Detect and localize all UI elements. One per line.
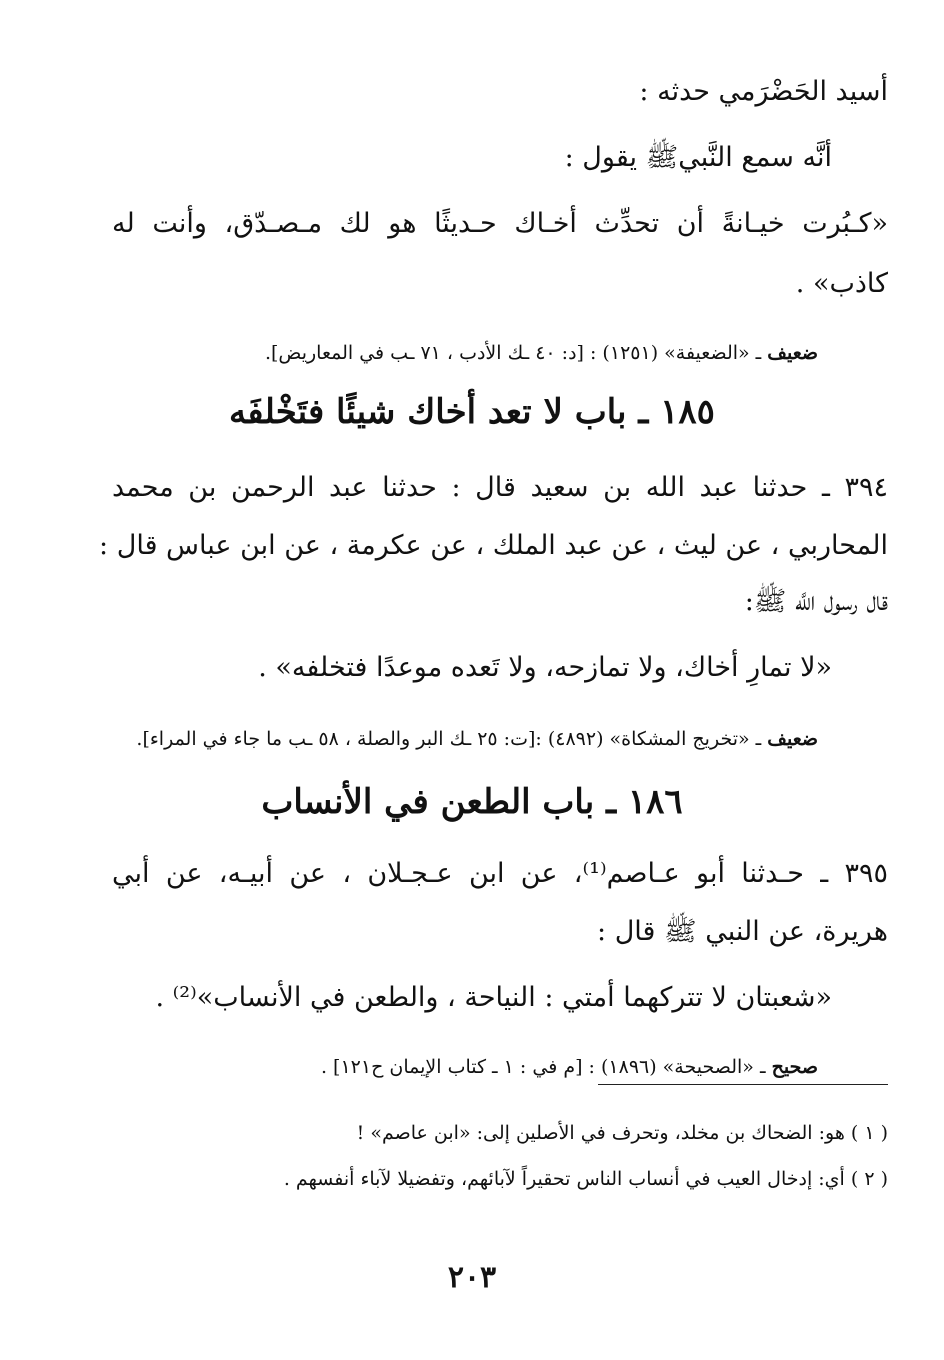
text-line: هريرة، عن النبي ﷺ قال : [597,916,888,947]
grade-source: ـ «الصحيحة» (١٨٩٦) : [م في : ١ ـ كتاب الإيمان ح١٢١] . [320,1056,766,1078]
text-line: «شعبتان لا تتركهما أمتي : النياحة ، والطعن في الأنساب»⁽²⁾ . [155,982,832,1013]
text-line: «كـبُرت خيـانةً أن تحدِّث أخـاك حـديثًا هو لك مـصـدّق، وأنت له [112,208,888,239]
hadith-grade [321,1054,818,1080]
grade-label: ضعيف [767,728,818,750]
chapter-heading: ١٨٥ ـ باب لا تعد أخاك شيئًا فتَخْلفَه [229,392,715,432]
footnote: ( ٢ ) أي: إدخال العيب في أنساب الناس تحقيراً لآبائهم، وتفضيلا لآباء أنفسهم . [283,1168,888,1190]
text-line: أسيد الحَضْرَمي حدثه : [639,76,888,107]
text-line: ٣٩٤ ـ حدثنا عبد الله بن سعيد قال : حدثنا عبد الرحمن بن محمد [112,472,888,503]
text-line: قال رسول اللَّه ﷺ: [744,586,888,617]
page-number: ٢٠٣ [447,1260,497,1295]
footnote-separator [598,1084,888,1085]
hadith-grade [136,726,818,752]
footnote: ( ١ ) هو: الضحاك بن مخلد، وتحرف في الأصلين إلى: «ابن عاصم» ! [356,1122,888,1144]
grade-label: صحيح [771,1056,818,1078]
text-line: كاذب» . [795,268,888,299]
grade-source: ـ «تخريج المشكاة» (٤٨٩٢) :[ت: ٢٥ ـك البر والصلة ، ٥٨ ـب ما جاء في المراء]. [136,728,762,750]
text-line: أنَّه سمع النَّبيﷺ يقول : [564,142,832,173]
chapter-heading: ١٨٦ ـ باب الطعن في الأنساب [261,782,683,822]
grade-source: ـ «الضعيفة» (١٢٥١) : [د: ٤٠ ـك الأدب ، ٧١ ـب في المعاريض]. [264,342,762,364]
grade-label: ضعيف [767,342,818,364]
text-line: «لا تمارِ أخاك، ولا تمازحه، ولا تَعده موعدًا فتخلفه» . [258,652,832,683]
text-line: ٣٩٥ ـ حـدثنا أبو عـاصم⁽¹⁾، عن ابن عـجـلان ، عن أبيـه، عن أبي [112,858,888,889]
hadith-grade [265,340,818,366]
text-line: المحاربي ، عن ليث ، عن عبد الملك ، عن عكرمة ، عن ابن عباس قال : [99,530,888,561]
